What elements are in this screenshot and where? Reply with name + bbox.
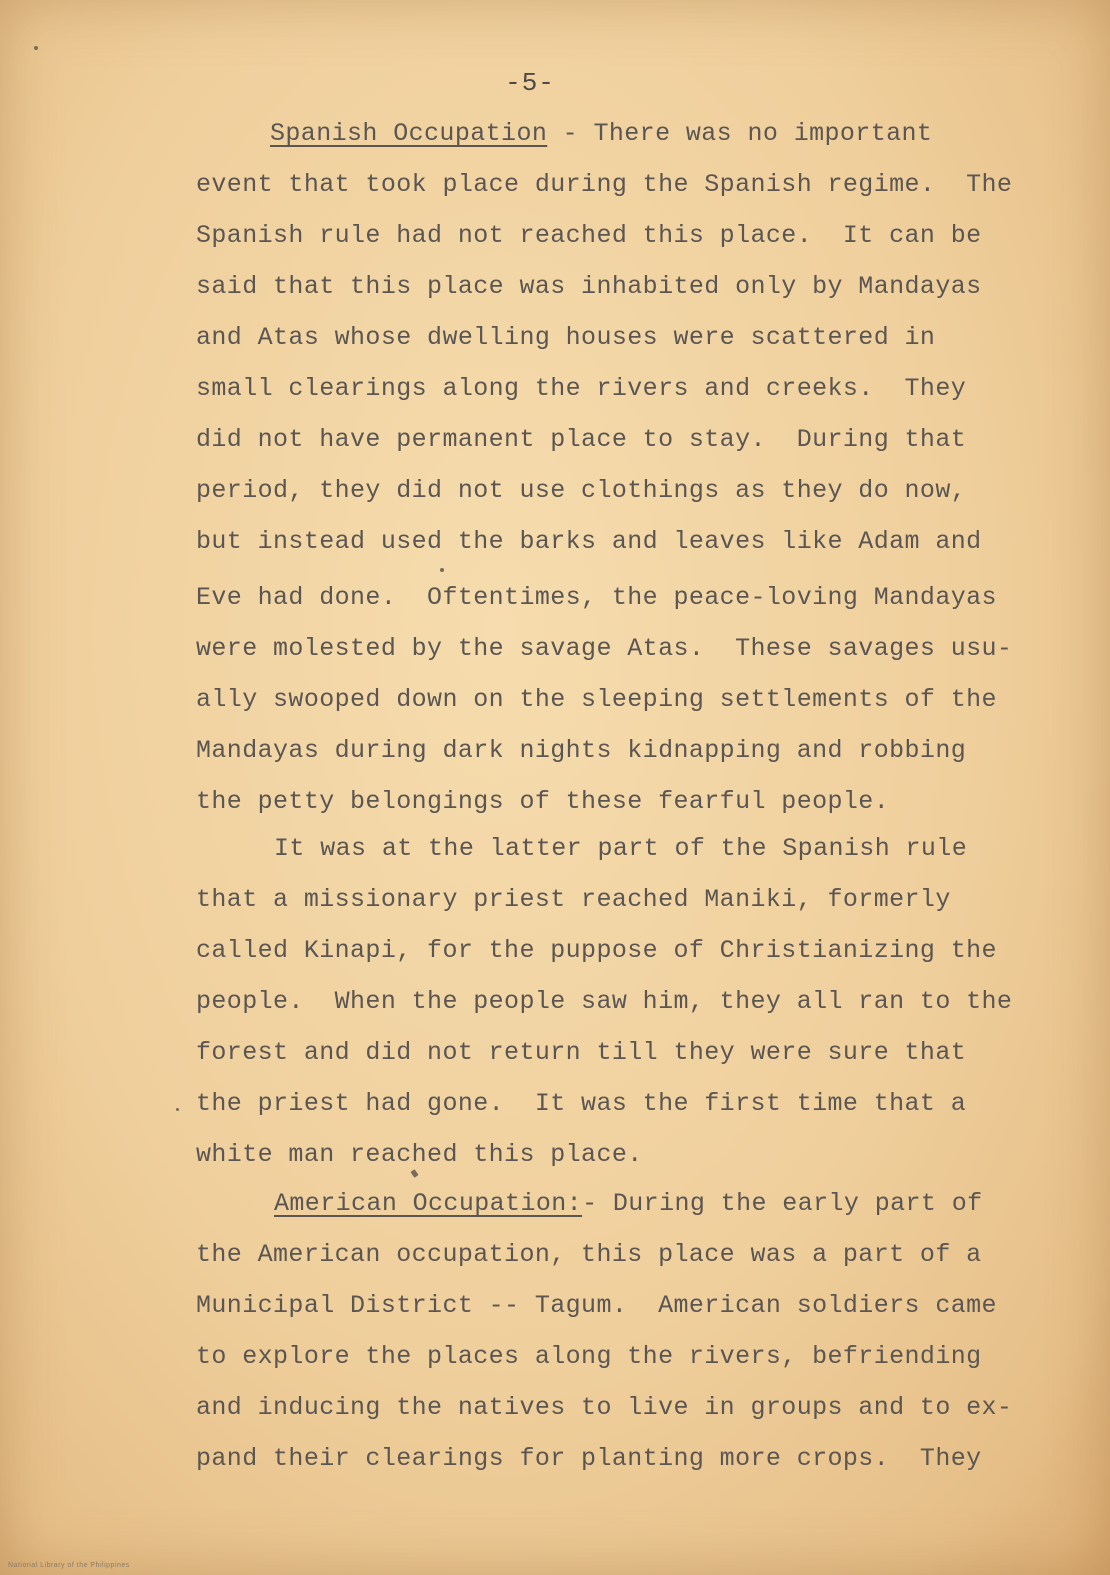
paragraph-line: the American occupation, this place was a part of a — [196, 1240, 982, 1269]
paragraph-line: called Kinapi, for the puppose of Christianizing the — [196, 936, 997, 965]
paragraph-line: and Atas whose dwelling houses were scattered in — [196, 323, 936, 352]
paragraph-line: the priest had gone. It was the first time that a — [196, 1089, 967, 1118]
paragraph-line: Spanish rule had not reached this place. It can be — [196, 221, 982, 250]
page-number: -5- — [505, 68, 555, 98]
paragraph-line: Municipal District -- Tagum. American soldiers came — [196, 1291, 997, 1320]
paragraph-line: small clearings along the rivers and creeks. They — [196, 374, 967, 403]
paper-speck — [176, 1108, 179, 1111]
footer-watermark: National Library of the Philippines — [8, 1562, 130, 1569]
paragraph-line: event that took place during the Spanish regime. The — [196, 170, 1013, 199]
heading-continuation: - There was no important — [547, 119, 933, 148]
paragraph-line: Eve had done. Oftentimes, the peace-loving Mandayas — [196, 583, 997, 612]
paragraph-line: It was at the latter part of the Spanish rule — [274, 834, 968, 863]
section-heading-american: American Occupation: — [274, 1189, 583, 1218]
paragraph-line: did not have permanent place to stay. During that — [196, 425, 967, 454]
paragraph-line — [274, 1188, 983, 1220]
paragraph-line: pand their clearings for planting more crops. They — [196, 1444, 982, 1473]
paragraph-line: ally swooped down on the sleeping settlements of the — [196, 685, 997, 714]
paragraph-line: Mandayas during dark nights kidnapping and robbing — [196, 736, 967, 765]
paragraph-line: the petty belongings of these fearful people. — [196, 787, 890, 816]
paragraph-line: said that this place was inhabited only by Mandayas — [196, 272, 982, 301]
paper-speck — [34, 46, 38, 50]
paragraph-line: were molested by the savage Atas. These savages usu- — [196, 634, 1013, 663]
paragraph-line: to explore the places along the rivers, befriending — [196, 1342, 982, 1371]
paragraph-line — [270, 118, 932, 150]
paragraph-line: but instead used the barks and leaves like Adam and — [196, 527, 982, 556]
heading-continuation: - During the early part of — [582, 1189, 983, 1218]
paragraph-line: forest and did not return till they were sure that — [196, 1038, 967, 1067]
paper-speck — [440, 568, 444, 572]
paragraph-line: white man reached this place. — [196, 1140, 643, 1169]
section-heading-spanish: Spanish Occupation — [270, 119, 548, 148]
paragraph-line: people. When the people saw him, they all ran to the — [196, 987, 1013, 1016]
paragraph-line: and inducing the natives to live in groups and to ex- — [196, 1393, 1013, 1422]
paragraph-line: period, they did not use clothings as they do now, — [196, 476, 967, 505]
paragraph-line: that a missionary priest reached Maniki, formerly — [196, 885, 951, 914]
